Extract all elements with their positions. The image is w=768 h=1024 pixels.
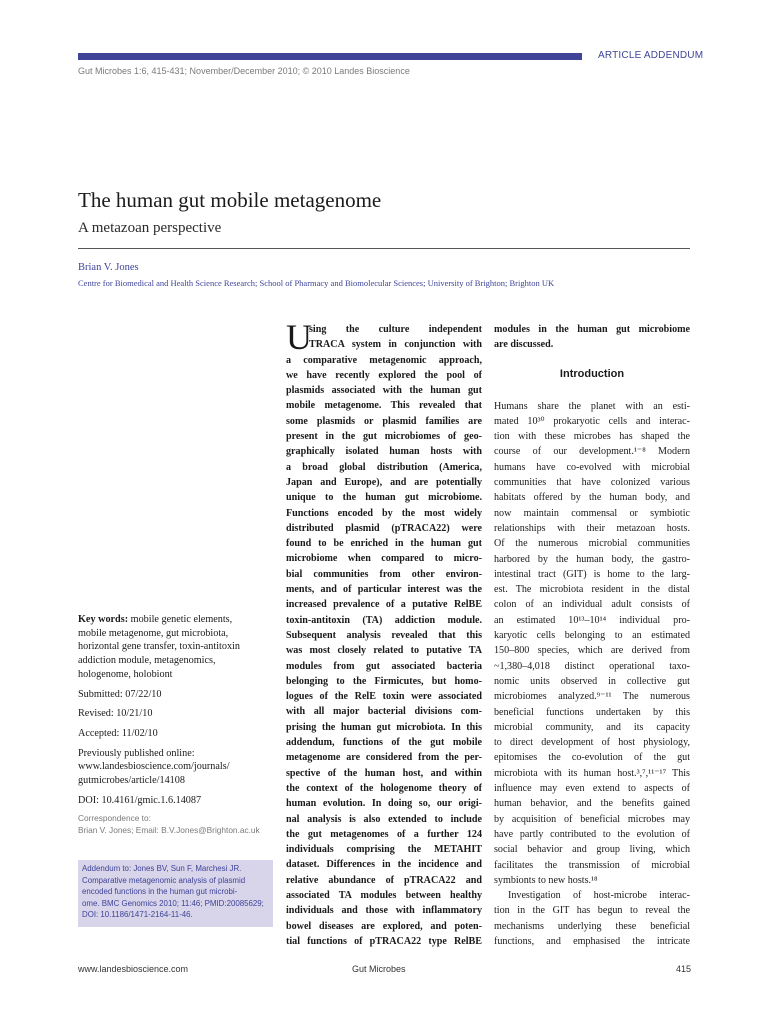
addendum-line: ome. BMC Genomics 2010; 11:46; PMID:20085629; [82, 898, 264, 908]
body-line: influence may even extend to aspects of [494, 783, 690, 795]
abstract-line: TRACA system in conjunction with [309, 339, 482, 351]
body-line: relationships with their metazoan hosts. [494, 522, 690, 534]
article-subtitle: A metazoan perspective [78, 220, 222, 236]
body-line: human behavior, and the benefits gained [494, 798, 690, 810]
body-line: intestinal tract (GIT) is home to the larg- [494, 568, 690, 580]
body-line: mated 10³⁰ prokaryotic cells and interac- [494, 415, 690, 427]
body-line: habitats offered by the human body, and [494, 492, 690, 504]
abstract-line: graphically isolated human hosts with [286, 446, 482, 458]
abstract-line: Japan and Europe), and are potentially [286, 476, 482, 488]
body-line: communities that have colonized various [494, 477, 690, 489]
body-line: have partly contributed to the evolution of [494, 828, 690, 840]
body-line: 150–800 species, which are derived from [494, 645, 690, 657]
body-line: facilitates the transmission of microbial [494, 859, 690, 871]
addendum-note-box [78, 860, 273, 927]
doi: DOI: 10.4161/gmic.1.6.14087 [78, 794, 202, 806]
abstract-line: distributed plasmid (pTRACA22) were [286, 522, 482, 534]
keywords-line: horizontal gene transfer, toxin-antitoxin [78, 641, 240, 653]
body-line: functions, and emphasised the intricate [494, 935, 690, 947]
abstract-line: associated TA modules between healthy [286, 889, 482, 901]
body-line: course of our development.¹⁻⁸ Modern [494, 446, 690, 458]
body-line: microbial community, and its capacity [494, 721, 690, 733]
correspondence-label: Correspondence to: [78, 813, 151, 824]
abstract-line: toxin-antitoxin (TA) addiction module. [286, 614, 482, 626]
body-line: social behavior and group living, which [494, 844, 690, 856]
abstract-line: bowel diseases are explored, and poten- [286, 920, 482, 932]
abstract-line: ments, and of particular interest was the [286, 584, 482, 596]
body-line: Of the numerous microbial communities [494, 538, 690, 550]
abstract-line: we have recently explored the pool of [286, 369, 482, 381]
abstract-line: a comparative metagenomic approach, [286, 354, 482, 366]
header-rule [78, 53, 582, 60]
abstract-line: increased prevalence of a putative RelBE [286, 599, 482, 611]
footer-journal-name: Gut Microbes [352, 964, 406, 974]
abstract-line: present in the gut microbiomes of geo- [286, 431, 482, 443]
body-column [494, 322, 690, 949]
body-line: humans have co-evolved with microbial [494, 461, 690, 473]
abstract-line: modules from gut associated bacteria [286, 660, 482, 672]
abstract-line: tial functions of pTRACA22 type RelBE [286, 935, 482, 947]
addendum-line: DOI: 10.1186/1471-2164-11-46. [82, 910, 193, 919]
correspondence-email[interactable]: Brian V. Jones; Email: B.V.Jones@Brighton.ac.uk [78, 824, 260, 835]
abstract-line: found to be enriched in the human gut [286, 538, 482, 550]
abstract-line: individuals comprising the METAHIT [286, 844, 482, 856]
abstract-line: Subsequent analysis revealed that this [286, 629, 482, 641]
author-affiliation: Centre for Biomedical and Health Science Research; School of Pharmacy and Biomolecular Sciences; University of Brighton; Brighton UK [78, 278, 555, 288]
abstract-line: human evolution. In doing so, our origi- [286, 798, 482, 810]
abstract-line: addendum, functions of the gut mobile [286, 737, 482, 749]
abstract-line: some plasmids or plasmid families are [286, 415, 482, 427]
abstract-line: Functions encoded by the most widely [286, 507, 482, 519]
abstract-line: the gut metagenomes of a further 124 [286, 828, 482, 840]
abstract-line: individuals and those with inflammatory [286, 905, 482, 917]
body-line: tion with these microbes has shaped the [494, 431, 690, 443]
abstract-line: bial communities from other environ- [286, 568, 482, 580]
keywords-line: hologenome, holobiont [78, 668, 173, 680]
body-line: microbiomes analyzed.⁹⁻¹¹ The numerous [494, 691, 690, 703]
body-line: an estimated 10¹³–10¹⁴ individual pro- [494, 614, 690, 626]
drop-cap: U [286, 317, 312, 357]
abstract-line: mobile metagenome. This revealed that [286, 400, 482, 412]
abstract-continued-line: are discussed. [494, 339, 554, 351]
body-line: mechanisms underlying these beneficial [494, 920, 690, 932]
title-divider [78, 248, 690, 249]
addendum-line: encoded functions in the human gut microbi- [82, 887, 238, 896]
page-number: 415 [676, 964, 692, 974]
article-type-label: ARTICLE ADDENDUM [598, 50, 704, 61]
abstract-line: spective of the human host, and within [286, 767, 482, 779]
published-link[interactable]: gutmicrobes/article/14108 [78, 775, 185, 787]
body-line: karyotic cells belonging to an estimated [494, 630, 690, 642]
abstract-line: a broad global distribution (America, [286, 461, 482, 473]
published-line: Previously published online: [78, 747, 195, 759]
body-line: ~1,380–4,018 distinct operational taxo- [494, 660, 690, 672]
body-line: symbionts to new hosts.¹⁸ [494, 874, 598, 886]
article-info-sidebar [78, 613, 273, 836]
abstract-line: metagenome are considered from the per- [286, 752, 482, 764]
published-link[interactable]: www.landesbioscience.com/journals/ [78, 761, 230, 773]
body-line: now maintain commensal or symbiotic [494, 507, 690, 519]
body-line: est. The microbiota resident in the distal [494, 584, 690, 596]
abstract-line: was most closely related to putative TA [286, 645, 482, 657]
article-title: The human gut mobile metagenome [78, 188, 382, 212]
submitted-date: Submitted: 07/22/10 [78, 688, 162, 700]
body-line: epitomises the co-evolution of the gut [494, 752, 690, 764]
footer-website[interactable]: www.landesbioscience.com [78, 964, 189, 974]
addendum-line: Comparative metagenomic analysis of plasmid [82, 875, 246, 885]
abstract-line: relative abundance of pTRACA22 and [286, 874, 482, 886]
body-line: to direct development of host physiology, [494, 737, 690, 749]
abstract-line: nal analysis is also extended to include [286, 813, 482, 825]
accepted-date: Accepted: 11/02/10 [78, 727, 158, 739]
abstract-line: dataset. Differences in the incidence and [286, 859, 482, 871]
body-line: tion in the GIT has begun to reveal the [494, 905, 690, 917]
abstract-line: with all major bacterial divisions com- [286, 706, 482, 718]
abstract-continued-line: modules in the human gut microbiome [494, 324, 690, 335]
author-name: Brian V. Jones [78, 262, 139, 273]
body-line: nomic units observed in collective gut [494, 675, 690, 687]
section-heading: Introduction [559, 367, 625, 380]
abstract-line: plasmids associated with the human gut [286, 385, 482, 397]
abstract [286, 317, 482, 949]
keywords-line: mobile metagenome, gut microbiota, [78, 627, 229, 639]
body-line: Humans share the planet with an esti- [494, 400, 690, 412]
body-line: colon of an individual adult consists of [494, 599, 690, 611]
abstract-line: the context of the hologenome theory of [286, 782, 482, 794]
abstract-line: unique to the human gut microbiome. [286, 492, 482, 504]
abstract-line: belonging to the Firmicutes, but homo- [286, 675, 482, 687]
keywords-label: Key words: [78, 614, 129, 625]
body-line: by acquisition of beneficial microbes may [494, 813, 690, 825]
abstract-line: sing the culture independent [309, 324, 482, 335]
body-line: microbiota with its human host.³,⁷,¹¹⁻¹⁷ This [494, 767, 690, 779]
keywords-line: addiction module, metagenomics, [78, 655, 216, 667]
revised-date: Revised: 10/21/10 [78, 708, 153, 720]
addendum-line: Addendum to: Jones BV, Sun F, Marchesi JR. [82, 864, 242, 873]
keywords-text: mobile genetic elements, [128, 614, 233, 625]
body-line: harbored by the human body, the gastro- [494, 553, 690, 565]
abstract-line: microbiome when compared to micro- [286, 553, 482, 565]
abstract-line: prising the human gut microbiota. In this [286, 721, 482, 733]
abstract-line: logues of the RelE toxin were associated [286, 691, 482, 703]
body-line: beneficial functions undertaken by this [494, 706, 690, 718]
journal-citation: Gut Microbes 1:6, 415-431; November/December 2010; © 2010 Landes Bioscience [78, 66, 410, 76]
keywords-line [78, 613, 273, 627]
body-line: Investigation of host-microbe interac- [508, 890, 690, 902]
